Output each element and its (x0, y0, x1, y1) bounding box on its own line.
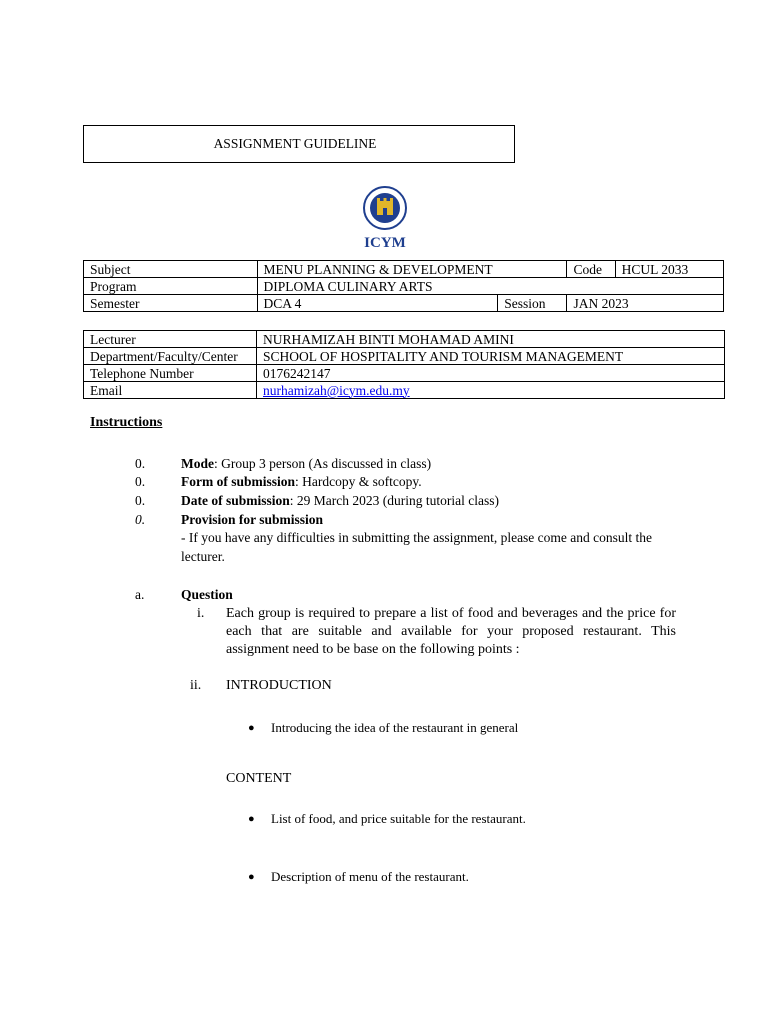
phone-row (84, 365, 725, 382)
subject-label: Subject (84, 261, 258, 278)
semester-row (84, 295, 724, 312)
document-title: ASSIGNMENT GUIDELINE (83, 125, 515, 163)
item-i-text: Each group is required to prepare a list of food and beverages and the price for each that are suitable and available for your proposed restaurant. This assignment need to be base on the following points : (226, 606, 676, 657)
email-row (84, 382, 725, 399)
department-value: SCHOOL OF HOSPITALITY AND TOURISM MANAGEMENT (257, 348, 725, 365)
session-value: JAN 2023 (567, 295, 724, 312)
mode-text: : Group 3 person (As discussed in class) (214, 456, 432, 471)
logo-text: ICYM (364, 235, 406, 250)
mode-label: Mode (181, 456, 214, 471)
provision-item (181, 511, 323, 529)
program-value: DIPLOMA CULINARY ARTS (257, 278, 723, 295)
submission-form-item (181, 473, 422, 491)
mode-item (181, 455, 431, 473)
item-i-number: i. (197, 606, 205, 621)
lecturer-label: Lecturer (84, 331, 257, 348)
lecturer-row (84, 331, 725, 348)
phone-label: Telephone Number (84, 365, 257, 382)
bullet-icon: ● (248, 813, 255, 825)
semester-value: DCA 4 (257, 295, 498, 312)
list-number: 0. (135, 512, 146, 527)
semester-label: Semester (84, 295, 258, 312)
session-label: Session (498, 295, 567, 312)
question-label: Question (181, 587, 233, 602)
list-number: 0. (135, 493, 146, 508)
bullet-icon: ● (248, 722, 255, 734)
email-label: Email (84, 382, 257, 399)
provision-text-line-2: lecturer. (181, 549, 225, 564)
submission-form-text: : Hardcopy & softcopy. (295, 474, 422, 489)
list-number: 0. (135, 456, 146, 471)
code-label: Code (567, 261, 615, 278)
code-value: HCUL 2033 (615, 261, 723, 278)
lecturer-value: NURHAMIZAH BINTI MOHAMAD AMINI (257, 331, 725, 348)
content-bullet-1: List of food, and price suitable for the restaurant. (271, 811, 526, 826)
subject-row (84, 261, 724, 278)
phone-value: 0176242147 (257, 365, 725, 382)
program-row (84, 278, 724, 295)
program-label: Program (84, 278, 258, 295)
item-ii-number: ii. (190, 678, 202, 693)
intro-bullet-text: Introducing the idea of the restaurant in general (271, 720, 519, 735)
provision-label: Provision for submission (181, 512, 324, 527)
content-bullet-2: Description of menu of the restaurant. (271, 869, 469, 884)
submission-date-label: Date of submission (181, 493, 290, 508)
lecturer-info-table (83, 330, 725, 399)
bullet-icon: ● (248, 871, 255, 883)
submission-date-item (181, 492, 499, 510)
content-heading: CONTENT (226, 771, 292, 786)
list-number: 0. (135, 474, 146, 489)
department-label: Department/Faculty/Center (84, 348, 257, 365)
email-link[interactable]: nurhamizah@icym.edu.my (263, 382, 410, 398)
submission-form-label: Form of submission (181, 474, 296, 489)
provision-text-line-1: - If you have any difficulties in submitting the assignment, please come and consult the (181, 530, 653, 545)
subject-value: MENU PLANNING & DEVELOPMENT (257, 261, 567, 278)
instructions-heading: Instructions (90, 415, 163, 430)
introduction-heading: INTRODUCTION (226, 678, 332, 693)
question-letter: a. (135, 587, 145, 602)
institution-logo (350, 184, 420, 250)
department-row (84, 348, 725, 365)
submission-date-text: : 29 March 2023 (during tutorial class) (289, 493, 499, 508)
course-info-table (83, 260, 724, 312)
